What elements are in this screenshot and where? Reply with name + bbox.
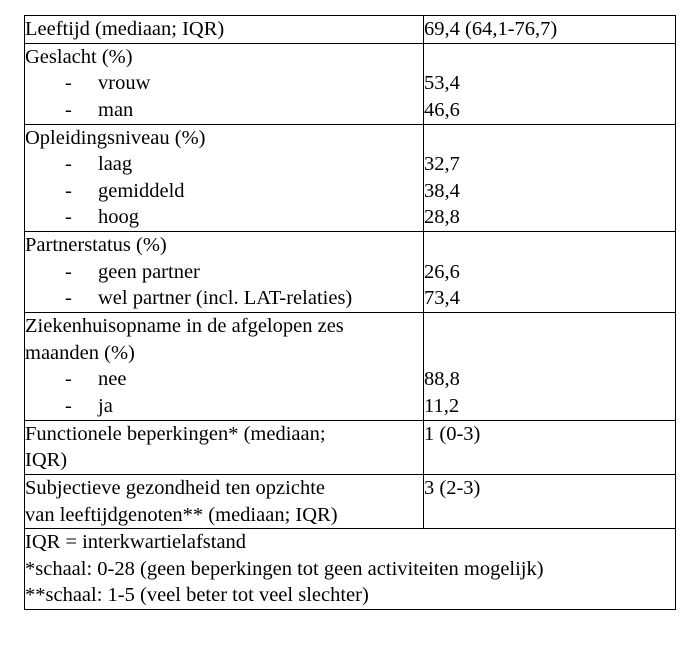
row-heading-cont-subjectieve-gezondheid: van leeftijdgenoten** (mediaan; IQR)	[25, 503, 338, 526]
bullet-dash-icon: -	[65, 153, 72, 176]
table-row	[25, 420, 676, 474]
footnote-line: **schaal: 1-5 (veel beter tot veel slechter)	[25, 584, 369, 607]
sub-item-opleidingsniveau	[25, 151, 423, 178]
bullet-dash-icon: -	[65, 394, 72, 417]
value-partnerstatus: 73,4	[424, 287, 460, 310]
bullet-dash-icon: -	[65, 260, 72, 283]
sub-item-ziekenhuisopname	[25, 393, 423, 420]
value-cell-leeftijd	[424, 16, 676, 44]
value-ziekenhuisopname: 11,2	[424, 394, 460, 417]
row-heading-functionele-beperkingen: Functionele beperkingen* (mediaan;	[25, 422, 326, 445]
value-cell-functionele-beperkingen	[424, 420, 676, 474]
footnote-line: IQR = interkwartielafstand	[25, 531, 247, 554]
value-spacer	[424, 44, 675, 71]
value-opleidingsniveau: 32,7	[424, 153, 460, 176]
row-heading-leeftijd: Leeftijd (mediaan; IQR)	[25, 18, 225, 40]
sub-item-label: wel partner (incl. LAT-relaties)	[98, 287, 353, 310]
bullet-dash-icon: -	[65, 287, 72, 310]
bullet-dash-icon: -	[65, 98, 72, 121]
table-footnote-row	[25, 529, 676, 610]
sub-item-geslacht	[25, 97, 423, 124]
value-spacer	[424, 125, 675, 152]
row-heading-cont-ziekenhuisopname: maanden (%)	[25, 341, 135, 364]
value-opleidingsniveau: 38,4	[424, 179, 460, 202]
sub-item-label: geen partner	[98, 260, 200, 283]
sub-item-opleidingsniveau	[25, 204, 423, 231]
label-cell-geslacht	[25, 43, 424, 124]
label-cell-ziekenhuisopname	[25, 313, 424, 421]
value-opleidingsniveau: 28,8	[424, 206, 460, 229]
value-functionele-beperkingen: 1 (0-3)	[424, 422, 481, 445]
row-heading-partnerstatus: Partnerstatus (%)	[25, 234, 167, 257]
value-partnerstatus: 26,6	[424, 260, 460, 283]
sub-item-opleidingsniveau	[25, 178, 423, 205]
value-spacer	[424, 232, 675, 259]
value-geslacht: 53,4	[424, 72, 460, 95]
value-cell-geslacht	[424, 43, 676, 124]
table-row	[25, 16, 676, 44]
sub-item-partnerstatus	[25, 259, 423, 286]
value-cell-partnerstatus	[424, 232, 676, 313]
row-heading-cont-functionele-beperkingen: IQR)	[25, 449, 68, 472]
row-heading-opleidingsniveau: Opleidingsniveau (%)	[25, 126, 206, 149]
row-heading-geslacht: Geslacht (%)	[25, 45, 133, 68]
value-geslacht: 46,6	[424, 98, 460, 121]
bullet-dash-icon: -	[65, 72, 72, 95]
row-heading-ziekenhuisopname: Ziekenhuisopname in de afgelopen zes	[25, 315, 344, 338]
table-row	[25, 474, 676, 528]
label-cell-functionele-beperkingen	[25, 420, 424, 474]
table-body	[25, 16, 676, 610]
sub-item-label: gemiddeld	[98, 179, 185, 202]
table-row	[25, 313, 676, 421]
value-spacer	[424, 313, 675, 340]
sub-item-label: vrouw	[98, 72, 151, 95]
sub-item-partnerstatus	[25, 285, 423, 312]
table-row	[25, 124, 676, 232]
value-subjectieve-gezondheid: 3 (2-3)	[424, 476, 481, 499]
label-cell-subjectieve-gezondheid	[25, 474, 424, 528]
label-cell-leeftijd	[25, 16, 424, 44]
row-heading-subjectieve-gezondheid: Subjectieve gezondheid ten opzichte	[25, 476, 325, 499]
table-row	[25, 43, 676, 124]
characteristics-table	[24, 15, 676, 610]
label-cell-partnerstatus	[25, 232, 424, 313]
sub-item-label: ja	[98, 394, 113, 417]
sub-item-label: man	[98, 98, 134, 121]
sub-item-ziekenhuisopname	[25, 366, 423, 393]
sub-item-label: nee	[98, 368, 127, 391]
value-cell-opleidingsniveau	[424, 124, 676, 232]
sub-item-label: hoog	[98, 206, 139, 229]
value-spacer	[424, 340, 675, 367]
value-leeftijd: 69,4 (64,1-76,7)	[424, 18, 558, 40]
value-cell-ziekenhuisopname	[424, 313, 676, 421]
sub-item-label: laag	[98, 153, 133, 176]
bullet-dash-icon: -	[65, 179, 72, 202]
value-ziekenhuisopname: 88,8	[424, 368, 460, 391]
table-row	[25, 232, 676, 313]
sub-item-geslacht	[25, 70, 423, 97]
bullet-dash-icon: -	[65, 368, 72, 391]
footnote-line: *schaal: 0-28 (geen beperkingen tot geen activiteiten mogelijk)	[25, 557, 544, 580]
value-cell-subjectieve-gezondheid	[424, 474, 676, 528]
label-cell-opleidingsniveau	[25, 124, 424, 232]
bullet-dash-icon: -	[65, 206, 72, 229]
footnote-cell	[25, 529, 676, 610]
